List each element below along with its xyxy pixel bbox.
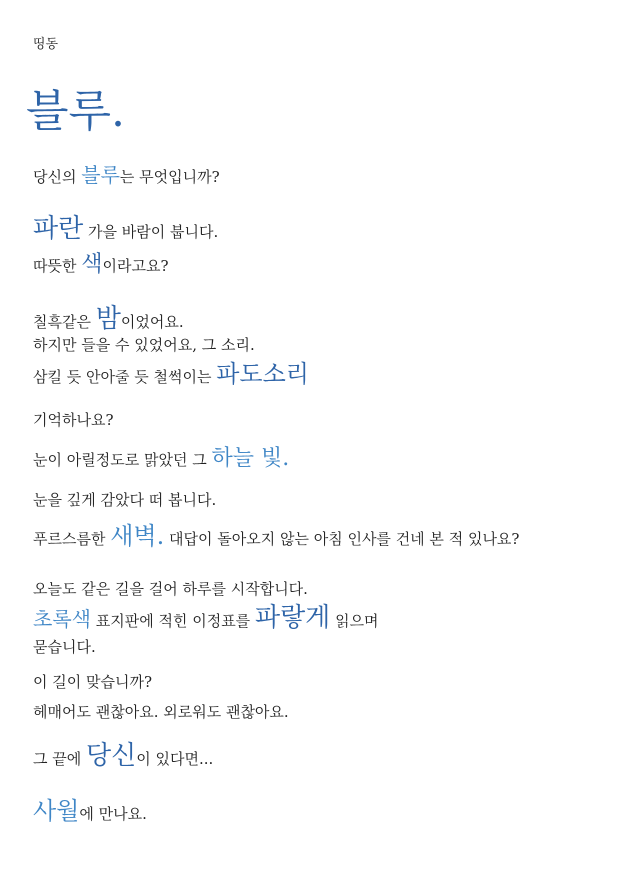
- text-segment: 헤매어도 괜찮아요. 외로워도 괜찮아요.: [33, 703, 289, 721]
- text-line: [33, 522, 519, 551]
- text-line: [33, 703, 289, 721]
- header-text: 띵동: [33, 37, 59, 52]
- text-segment: 읽으며: [330, 612, 379, 630]
- text-segment: 그 끝에: [33, 750, 87, 768]
- text-segment: 이 있다면...: [136, 750, 214, 768]
- highlight-word: 파랗게: [254, 603, 331, 633]
- text-segment: 대답이 돌아오지 않는 아침 인사를 건네 본 적 있나요?: [164, 530, 520, 548]
- highlight-word: 파란: [33, 214, 84, 244]
- text-segment: 삼킬 듯 안아줄 듯 철썩이는: [33, 368, 217, 386]
- text-line: [33, 163, 220, 187]
- text-segment: 이 길이 맞습니까?: [33, 673, 153, 691]
- text-segment: 표지판에 적힌 이정표를: [90, 612, 255, 630]
- text-line: [33, 603, 379, 634]
- page-title: 블루.: [26, 86, 125, 137]
- text-segment: 이라고요?: [102, 257, 169, 275]
- text-line: [33, 491, 216, 509]
- highlight-word: 당신: [86, 741, 137, 771]
- text-line: [33, 741, 213, 772]
- highlight-word: 블루: [81, 163, 120, 187]
- text-line: [33, 797, 147, 826]
- text-line: [33, 580, 308, 598]
- text-line: [33, 214, 218, 245]
- text-segment: 에 만나요.: [79, 805, 147, 823]
- text-line: [33, 411, 114, 429]
- highlight-word: 사월: [33, 797, 80, 825]
- highlight-word: 밤: [95, 304, 121, 334]
- text-line: [33, 360, 309, 389]
- text-line: [33, 252, 169, 278]
- highlight-word: 하늘 빛.: [211, 446, 290, 471]
- highlight-word: 초록색: [33, 607, 91, 631]
- text-segment: 는 무엇입니까?: [119, 168, 220, 186]
- text-segment: 이었어요.: [120, 313, 184, 331]
- text-segment: 오늘도 같은 길을 걸어 하루를 시작합니다.: [33, 580, 308, 598]
- text-line: [33, 336, 255, 354]
- text-line: [33, 638, 96, 656]
- text-segment: 따뜻한: [33, 257, 82, 275]
- text-segment: 칠흑같은: [33, 313, 96, 331]
- text-segment: 눈을 깊게 감았다 떠 봅니다.: [33, 491, 217, 509]
- highlight-word: 색: [81, 252, 103, 277]
- text-segment: 푸르스름한: [33, 530, 111, 548]
- text-segment: 눈이 아릴정도로 맑았던 그: [33, 451, 212, 469]
- text-segment: 당신의: [33, 168, 82, 186]
- text-segment: 가을 바람이 붑니다.: [83, 223, 219, 241]
- text-segment: 묻습니다.: [33, 638, 96, 656]
- highlight-word: 파도소리: [216, 360, 309, 388]
- text-line: [33, 673, 152, 691]
- text-segment: 하지만 들을 수 있었어요, 그 소리.: [33, 336, 255, 354]
- text-segment: 기억하나요?: [33, 411, 114, 429]
- highlight-word: 새벽.: [110, 522, 165, 550]
- text-line: [33, 446, 289, 472]
- text-line: [33, 304, 184, 335]
